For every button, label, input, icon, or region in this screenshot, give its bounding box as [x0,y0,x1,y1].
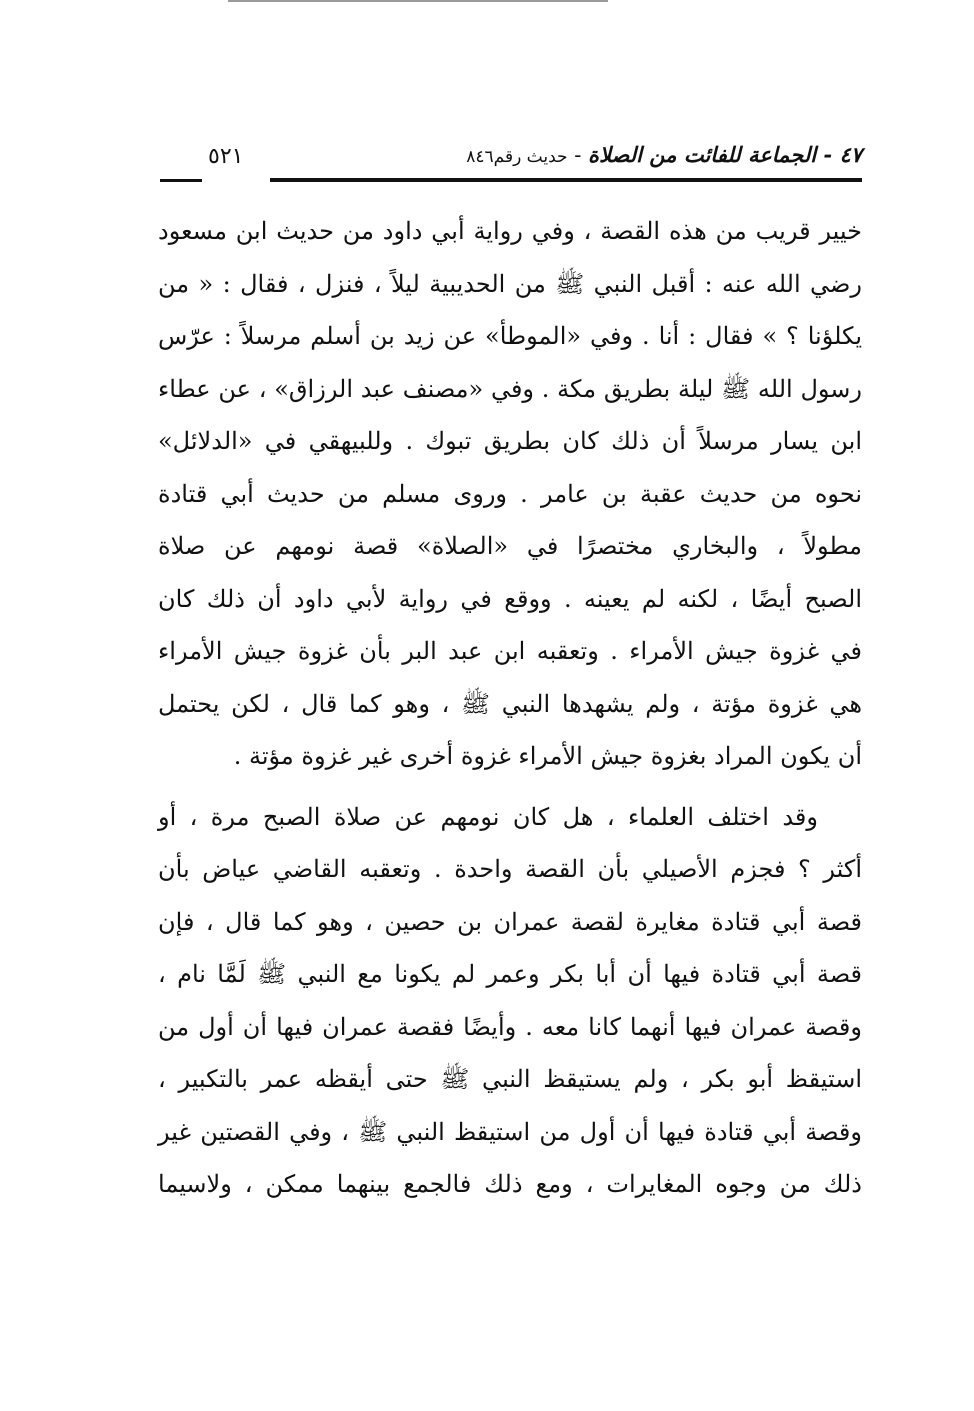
paragraph-1 [158,205,862,783]
text-line: أن يكون المراد بغزوة جيش الأمراء غزوة أخرى غير غزوة مؤتة . [233,742,862,770]
chapter-title: ٤٧ - الجماعة للفائت من الصلاة [588,142,862,167]
text-line: الصبح أيضًا ، لكنه لم يعينه . ووقع في رواية لأبي داود أن ذلك كان [158,584,862,613]
paragraph-2 [158,791,862,1211]
text-line: قصة أبي قتادة فيها أن أبا بكر وعمر لم يكونا مع النبي ﷺ لَمَّا نام ، [158,960,862,988]
text-line: قصة أبي قتادة مغايرة لقصة عمران بن حصين ، وهو كما قال ، فإن [158,907,862,936]
text-line: وقصة عمران فيها أنهما كانا معه . وأيضًا فقصة عمران فيها أن أول من [158,1012,862,1041]
header-rule [270,178,862,182]
page-number: ٥٢١ [208,144,244,169]
text-line: وقصة أبي قتادة فيها أن أول من استيقظ النبي ﷺ ، وفي القصتين غير [158,1117,862,1146]
text-line: ذلك من وجوه المغايرات ، ومع ذلك فالجمع بينهما ممكن ، ولاسيما [158,1170,862,1198]
text-line: رسول الله ﷺ ليلة بطريق مكة . وفي «مصنف عبد الرزاق» ، عن عطاء [158,374,862,403]
page-number-rule [160,179,202,182]
running-header [158,138,862,174]
hadith-reference: حديث رقم٨٤٦ [466,147,568,167]
text-line: مطولاً ، والبخاري مختصرًا في «الصلاة» قصة نومهم عن صلاة [158,532,862,560]
header-separator: - [567,143,588,167]
top-edge-rule [228,0,608,2]
header-title [466,138,862,174]
text-line: في غزوة جيش الأمراء . وتعقبه ابن عبد البر بأن غزوة جيش الأمراء [158,637,862,665]
text-line: خيير قريب من هذه القصة ، وفي رواية أبي داود من حديث ابن مسعود [158,217,862,245]
text-line: رضي الله عنه : أقبل النبي ﷺ من الحديبية ليلاً ، فنزل ، فقال : « من [158,269,862,298]
text-line: هي غزوة مؤتة ، ولم يشهدها النبي ﷺ ، وهو كما قال ، لكن يحتمل [158,689,863,718]
text-line: أكثر ؟ فجزم الأصيلي بأن القصة واحدة . وتعقبه القاضي عياض بأن [158,855,862,883]
text-line: ابن يسار مرسلاً أن ذلك كان بطريق تبوك . وللبيهقي في «الدلائل» [158,427,862,455]
text-line: وقد اختلف العلماء ، هل كان نومهم عن صلاة الصبح مرة ، أو [158,802,818,831]
page-body [158,205,862,1211]
text-line: استيقظ أبو بكر ، ولم يستيقظ النبي ﷺ حتى أيقظه عمر بالتكبير ، [158,1065,862,1093]
text-line: يكلؤنا ؟ » فقال : أنا . وفي «الموطأ» عن زيد بن أسلم مرسلاً : عرّس [158,322,862,350]
text-line: نحوه من حديث عقبة بن عامر . وروى مسلم من حديث أبي قتادة [158,479,862,508]
